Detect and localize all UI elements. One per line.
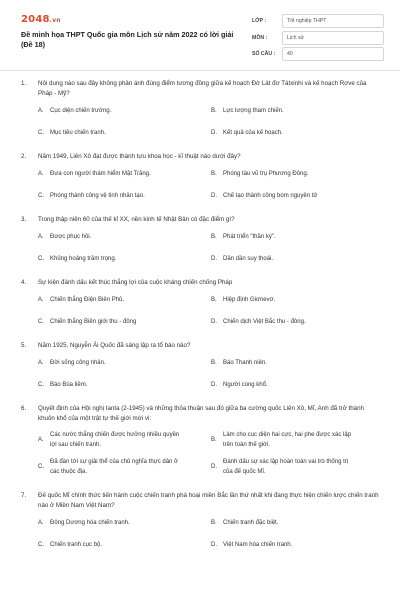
option-text: Chế tạo thành công bom nguyên tử: [223, 192, 318, 199]
question-text: Đế quốc Mĩ chính thức tiến hành cuộc chiến tranh phá hoại miền Bắc lần thứ nhất khi đang thực hiện chiến lược chiến tranh nào ở Miền Nam Việt Nam?: [38, 492, 379, 509]
meta-value: Lịch sử: [282, 31, 384, 45]
options: [38, 107, 380, 138]
option-b[interactable]: [211, 359, 361, 369]
option-letter: B.: [211, 108, 217, 114]
page-title: Đề minh họa THPT Quốc gia môn Lịch sử năm 2022 có lời giải (Đề 18): [21, 30, 234, 49]
question-6: [0, 404, 400, 477]
option-d[interactable]: [211, 129, 361, 139]
option-letter: A.: [38, 171, 44, 177]
options: [38, 233, 380, 264]
question-number: 1.: [21, 80, 27, 87]
question-4: [0, 278, 400, 327]
options: [38, 519, 380, 550]
option-d[interactable]: [211, 318, 361, 328]
option-text: Mục tiêu chiến tranh.: [50, 129, 106, 136]
option-a[interactable]: [38, 519, 211, 529]
option-text: Làm cho cục diện hai cực, hai phe được xác lập trên toàn thế giới.: [223, 432, 352, 448]
option-text: Chiến tranh cục bộ.: [50, 541, 103, 548]
option-c[interactable]: [38, 458, 211, 477]
option-text: Đưa con người thám hiểm Mặt Trăng.: [50, 171, 151, 177]
option-d[interactable]: [211, 541, 361, 551]
option-letter: A.: [38, 436, 44, 443]
option-letter: C.: [38, 463, 44, 470]
option-letter: C.: [38, 541, 44, 548]
option-letter: C.: [38, 318, 44, 325]
question-text: Năm 1949, Liên Xô đạt được thành tựu khoa học - kĩ thuật nào dưới đây?: [38, 153, 241, 160]
option-text: Cục diện chiến trường.: [50, 108, 112, 114]
options: [38, 359, 380, 390]
option-text: Đời sống công nhân.: [50, 360, 106, 366]
question-number: 7.: [21, 492, 27, 499]
question-text: Quyết định của Hội nghị Ianta (2-1945) và những thỏa thuận sau đó giữa ba cường quốc Liên Xô, Mĩ, Anh đã trở thành khuôn khổ của một trật tự thế giới mới vì:: [38, 405, 365, 422]
option-text: Phóng thành công vệ tinh nhân tạo.: [50, 192, 145, 199]
option-text: Phóng tàu vũ trụ Phương Đông.: [223, 171, 309, 177]
option-text: Đánh dấu sự xác lập hoàn toàn vai trò thống trị của đế quốc Mĩ.: [223, 459, 349, 475]
option-text: Việt Nam hóa chiến tranh.: [223, 541, 293, 548]
option-text: Các nước thắng chiến được hưởng nhiều quyền lợi sau chiến tranh.: [50, 432, 180, 448]
option-d[interactable]: [211, 458, 361, 477]
logo-suffix: .vn: [49, 17, 61, 24]
meta-value: Tốt nghiệp THPT: [282, 14, 384, 28]
option-text: Chiến tranh đặc biệt.: [223, 520, 279, 526]
option-letter: B.: [211, 520, 217, 526]
meta-label: MÔN :: [252, 34, 268, 41]
question-text: Trong thập niên 60 của thế kỉ XX, nền kinh tế Nhật Bản có đặc điểm gì?: [38, 216, 235, 223]
option-a[interactable]: [38, 296, 211, 306]
option-a[interactable]: [38, 233, 211, 243]
site-logo[interactable]: [21, 14, 61, 25]
option-a[interactable]: [38, 431, 211, 450]
option-a[interactable]: [38, 170, 211, 180]
options: [38, 170, 380, 201]
option-letter: B.: [211, 171, 217, 177]
option-b[interactable]: [211, 170, 361, 180]
option-letter: A.: [38, 108, 44, 114]
option-letter: A.: [38, 234, 44, 240]
option-c[interactable]: [38, 381, 211, 391]
option-b[interactable]: [211, 107, 361, 117]
header-divider: [0, 70, 400, 71]
option-letter: D.: [211, 381, 217, 388]
option-letter: D.: [211, 541, 217, 548]
option-a[interactable]: [38, 107, 211, 117]
option-letter: B.: [211, 234, 217, 240]
option-c[interactable]: [38, 129, 211, 139]
option-text: Khủng hoảng trầm trọng.: [50, 255, 117, 262]
meta-label: LỚP :: [252, 18, 267, 24]
option-letter: C.: [38, 255, 44, 262]
option-b[interactable]: [211, 233, 361, 243]
option-b[interactable]: [211, 519, 361, 529]
option-letter: D.: [211, 192, 217, 199]
option-letter: C.: [38, 381, 44, 388]
question-number: 2.: [21, 153, 27, 160]
question-list: [0, 79, 400, 550]
meta-row-class: [252, 14, 384, 28]
option-letter: A.: [38, 297, 44, 303]
option-c[interactable]: [38, 318, 211, 328]
option-text: Chiến dịch Việt Bắc thu - đông.: [223, 318, 306, 325]
option-letter: B.: [211, 297, 217, 303]
question-5: [0, 341, 400, 390]
option-text: Chiến thắng Điện Biên Phủ.: [50, 297, 125, 303]
option-text: Được phục hồi.: [50, 234, 92, 240]
option-text: Lực lượng tham chiến.: [223, 108, 284, 114]
question-text: Nội dung nào sau đây không phản ánh đúng điểm tương đồng giữa kế hoạch Đờ Lát đơ Tátxinhi và kế hoạch Rơve của Pháp - Mỹ?: [38, 80, 367, 97]
option-text: Người cùng khổ.: [223, 381, 268, 388]
option-b[interactable]: [211, 296, 361, 306]
question-number: 6.: [21, 405, 27, 412]
option-c[interactable]: [38, 192, 211, 202]
option-d[interactable]: [211, 192, 361, 202]
option-letter: D.: [211, 463, 217, 470]
question-3: [0, 215, 400, 264]
question-2: [0, 152, 400, 201]
option-text: Phát triển "thần kỳ".: [223, 234, 276, 240]
option-letter: A.: [38, 360, 44, 366]
option-letter: B.: [211, 360, 217, 366]
options: [38, 431, 380, 477]
option-c[interactable]: [38, 255, 211, 265]
question-text: Năm 1925, Nguyễn Ái Quốc đã sáng lập ra tổ báo nào?: [38, 342, 191, 349]
question-1: [0, 79, 400, 138]
options: [38, 296, 380, 327]
option-text: Báo Thanh niên.: [223, 360, 267, 366]
option-text: Báo Búa liềm.: [50, 381, 88, 388]
option-letter: D.: [211, 129, 217, 136]
option-text: Đã đàn tới sự giải thể của chủ nghĩa thực dân ở các thuộc địa.: [50, 459, 178, 475]
option-text: Chiến thắng Biên giới thu - đông: [50, 318, 137, 325]
option-text: Hiệp định Giơnevơ.: [223, 297, 276, 303]
option-c[interactable]: [38, 541, 211, 551]
logo-main: 2048: [21, 14, 50, 25]
option-b[interactable]: [211, 431, 361, 450]
option-letter: D.: [211, 318, 217, 325]
exam-meta: [252, 14, 384, 61]
option-a[interactable]: [38, 359, 211, 369]
option-letter: C.: [38, 129, 44, 136]
option-d[interactable]: [211, 255, 361, 265]
option-text: Đông Dương hóa chiến tranh.: [50, 520, 130, 526]
question-number: 3.: [21, 216, 27, 223]
option-text: Dần dần suy thoái.: [223, 255, 274, 262]
option-letter: B.: [211, 436, 217, 443]
option-text: Kết quả của kế hoạch.: [223, 129, 283, 136]
header: [0, 0, 400, 62]
question-number: 4.: [21, 279, 27, 286]
meta-row-subject: [252, 31, 384, 45]
option-letter: C.: [38, 192, 44, 199]
option-letter: D.: [211, 255, 217, 262]
question-7: [0, 491, 400, 550]
option-d[interactable]: [211, 381, 361, 391]
question-number: 5.: [21, 342, 27, 349]
meta-label: SỐ CÂU :: [252, 51, 276, 57]
question-text: Sự kiện đánh dấu kết thúc thắng lợi của cuộc kháng chiến chống Pháp: [38, 279, 233, 286]
meta-row-count: [252, 47, 384, 61]
meta-value: 40: [282, 47, 384, 61]
option-letter: A.: [38, 520, 44, 526]
